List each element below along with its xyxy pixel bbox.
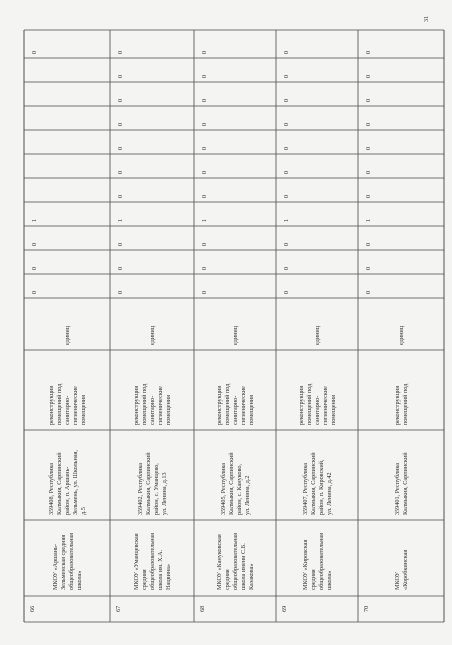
- school-name: Зельменская средняя: [60, 534, 67, 590]
- school-name: МКОУ «Уманцевская: [133, 533, 140, 590]
- indicator-value: 1: [201, 218, 208, 222]
- indicator-value: 0: [117, 122, 124, 126]
- school-address: ул. Ленина, д.2: [244, 475, 251, 515]
- school-address: Калмыкия, Сарпинский: [310, 452, 317, 515]
- activity-description: реконструкция: [133, 385, 140, 425]
- row-number: 67: [115, 605, 122, 612]
- school-name: школа»: [326, 570, 333, 590]
- indicator-value: 0: [117, 98, 124, 102]
- indicator-value: 0: [31, 266, 38, 270]
- row-number: 69: [281, 605, 288, 612]
- activity-description: помещений под: [224, 383, 231, 425]
- activity-description: санитарно-: [64, 395, 71, 425]
- school-address: ул. Ленина, д.42: [326, 472, 333, 515]
- activity-description: помещений под: [56, 383, 63, 425]
- row-number: 66: [29, 605, 36, 612]
- school-name: средняя: [141, 569, 148, 590]
- indicator-value: 0: [201, 242, 208, 246]
- school-name: общеобразовательная: [149, 532, 156, 590]
- school-name: «Коробкинская: [402, 549, 409, 590]
- school-address: Калмыкия, Сарпинский: [228, 452, 235, 515]
- indicator-value: 0: [283, 98, 290, 102]
- indicator-value: 0: [201, 170, 208, 174]
- activity-description: помещений под: [402, 383, 409, 425]
- school-name: школа имени С.Б.: [240, 543, 247, 590]
- school-address: 359402, Республика: [137, 462, 144, 515]
- indicator-value: 0: [117, 146, 124, 150]
- page-number: 31: [423, 15, 430, 22]
- indicator-value: 0: [365, 98, 372, 102]
- indicator-value: 0: [365, 194, 372, 198]
- school-name: общеобразовательная: [68, 532, 75, 590]
- table-cells: [29, 51, 409, 612]
- unit-label: единиц: [149, 325, 156, 345]
- indicator-value: 0: [201, 98, 208, 102]
- indicator-value: 0: [31, 50, 38, 54]
- row-number: 70: [363, 605, 370, 612]
- activity-description: помещения: [248, 395, 255, 425]
- activity-description: гигиенические: [72, 386, 79, 425]
- indicator-value: 0: [283, 146, 290, 150]
- school-address: 359405, Республика: [220, 462, 227, 515]
- indicator-value: 0: [117, 194, 124, 198]
- school-name: школа»: [76, 570, 83, 590]
- indicator-value: 0: [365, 266, 372, 270]
- indicator-value: 0: [283, 122, 290, 126]
- school-name: Казакова»: [248, 563, 255, 590]
- activity-description: гигиенические: [157, 386, 164, 425]
- school-name: МКОУ «Кануковская: [216, 534, 223, 590]
- indicator-value: 0: [365, 74, 372, 78]
- school-address: Зельмень, ул. Школьная,: [72, 450, 79, 515]
- activity-description: гигиенические: [240, 386, 247, 425]
- school-address: район, п. Кировский,: [318, 459, 325, 515]
- indicator-value: 0: [31, 290, 38, 294]
- activity-description: санитарно-: [149, 395, 156, 425]
- school-name: МКОУ «Кировская: [302, 539, 309, 590]
- activity-description: реконструкция: [394, 385, 401, 425]
- indicator-value: 0: [283, 170, 290, 174]
- activity-description: реконструкция: [216, 385, 223, 425]
- school-address: Калмыкия, Сарпинский: [145, 452, 152, 515]
- indicator-value: 0: [365, 122, 372, 126]
- indicator-value: 0: [283, 266, 290, 270]
- indicator-value: 0: [31, 242, 38, 246]
- school-name: Нацвина»: [165, 564, 172, 590]
- school-address: Калмыкия, Сарпинский: [56, 452, 63, 515]
- indicator-value: 0: [201, 194, 208, 198]
- indicator-value: 1: [31, 218, 38, 222]
- indicator-value: 1: [117, 218, 124, 222]
- indicator-value: 0: [117, 170, 124, 174]
- indicator-value: 0: [117, 290, 124, 294]
- unit-label: единиц: [64, 325, 71, 345]
- indicator-value: 0: [201, 266, 208, 270]
- school-name: общеобразовательная: [232, 532, 239, 590]
- indicator-value: 0: [365, 170, 372, 174]
- indicator-value: 0: [117, 266, 124, 270]
- indicator-value: 0: [201, 290, 208, 294]
- activity-description: помещения: [330, 395, 337, 425]
- school-address: д.5: [80, 507, 87, 515]
- indicator-value: 0: [283, 242, 290, 246]
- activity-description: помещения: [80, 395, 87, 425]
- indicator-value: 0: [117, 50, 124, 54]
- indicator-value: 0: [201, 74, 208, 78]
- activity-description: помещений под: [141, 383, 148, 425]
- indicator-value: 0: [117, 242, 124, 246]
- indicator-value: 0: [201, 146, 208, 150]
- school-address: район, с. Уманцево,: [153, 463, 160, 515]
- indicator-value: 1: [365, 218, 372, 222]
- school-address: 359407, Республика: [302, 462, 309, 515]
- indicator-value: 0: [365, 242, 372, 246]
- indicator-value: 0: [283, 290, 290, 294]
- school-name: средняя: [224, 569, 231, 590]
- indicator-value: 0: [201, 122, 208, 126]
- school-address: ул. Ленина, д.13: [161, 472, 168, 515]
- school-address: 359408, Республика: [48, 462, 55, 515]
- indicator-value: 0: [283, 194, 290, 198]
- indicator-value: 0: [201, 50, 208, 54]
- indicator-value: 0: [283, 50, 290, 54]
- activity-description: реконструкция: [48, 385, 55, 425]
- school-address: Калмыкия, Сарпинский: [402, 452, 409, 515]
- unit-label: единиц: [314, 325, 321, 345]
- activity-description: помещения: [165, 395, 172, 425]
- indicator-value: 0: [365, 50, 372, 54]
- unit-label: единиц: [398, 325, 405, 345]
- activity-description: помещений под: [306, 383, 313, 425]
- school-name: МКОУ «Аршань-: [52, 544, 59, 590]
- school-name: школа им. Х.А.: [157, 549, 164, 590]
- activity-description: реконструкция: [298, 385, 305, 425]
- unit-label: единиц: [232, 325, 239, 345]
- activity-description: гигиенические: [322, 386, 329, 425]
- school-address: район, с. Кануково,: [236, 464, 243, 515]
- school-address: 359401, Республика: [394, 462, 401, 515]
- indicator-value: 0: [283, 74, 290, 78]
- school-name: средняя: [310, 569, 317, 590]
- school-name: общеобразовательная: [318, 532, 325, 590]
- row-number: 68: [199, 605, 206, 612]
- activity-description: санитарно-: [232, 395, 239, 425]
- activity-description: санитарно-: [314, 395, 321, 425]
- indicator-value: 0: [365, 290, 372, 294]
- indicator-value: 1: [283, 218, 290, 222]
- indicator-value: 0: [365, 146, 372, 150]
- school-name: МКОУ: [394, 572, 401, 590]
- school-address: район, п. Аршань-: [64, 466, 71, 515]
- indicator-value: 0: [117, 74, 124, 78]
